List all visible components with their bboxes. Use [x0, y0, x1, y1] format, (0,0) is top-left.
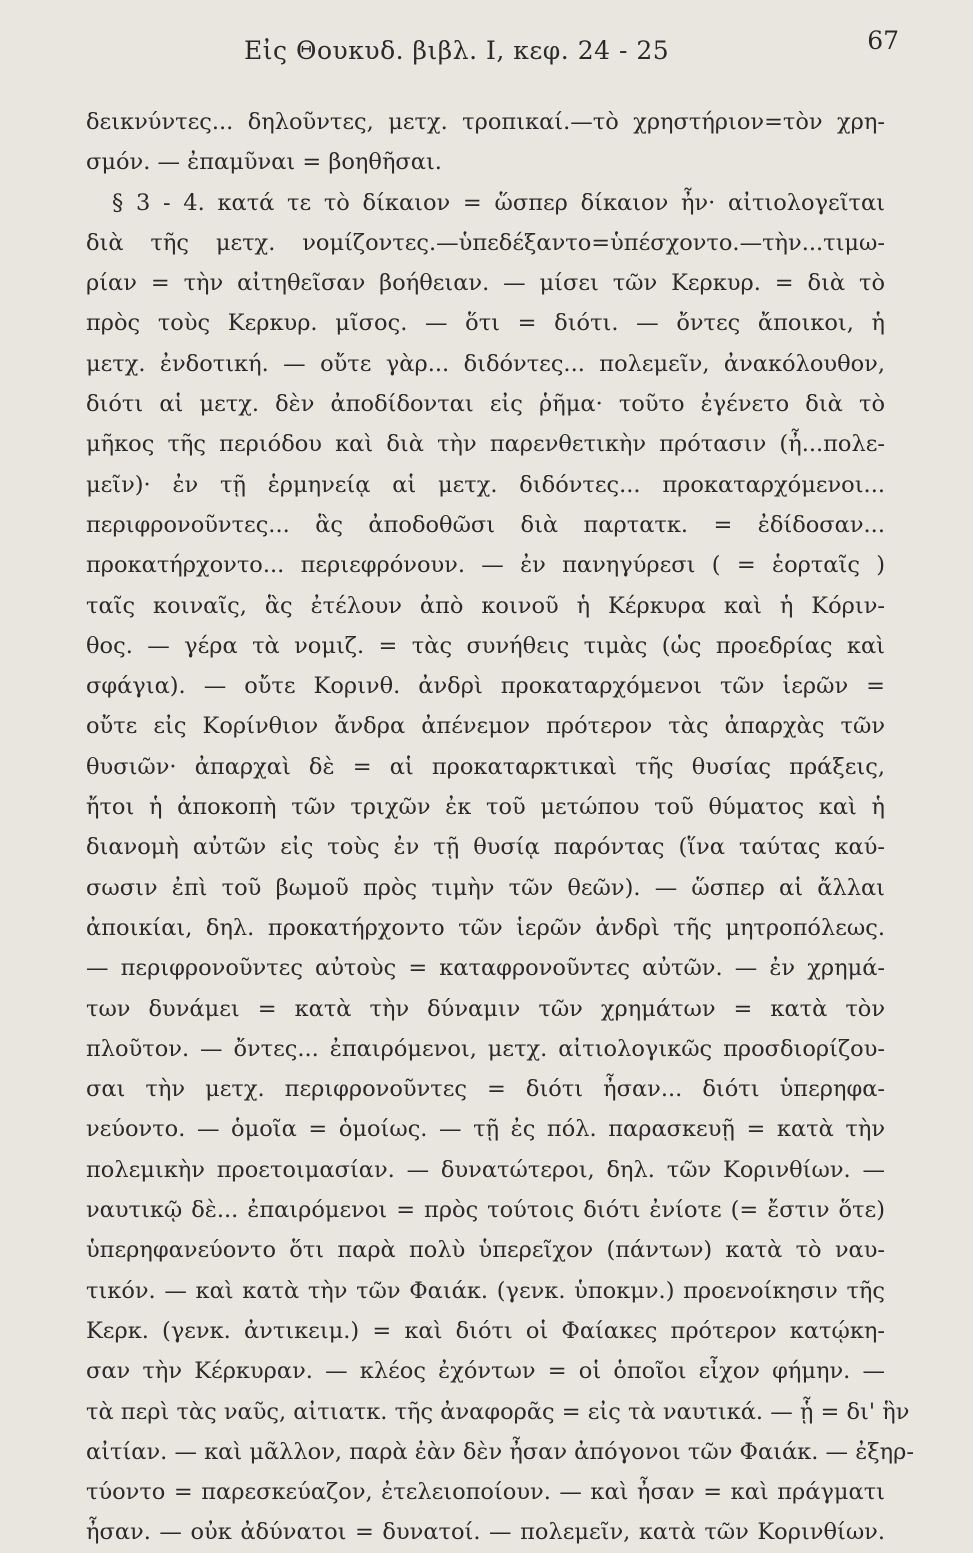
text-line: πλοῦτον. — ὄντες... ἐπαιρόμενοι, μετχ. αἰτιολογικῶς προσδιορίζου- — [86, 1035, 885, 1062]
commentary-text — [86, 102, 914, 1553]
page-number: 67 — [867, 26, 899, 55]
text-line: σωσιν ἐπὶ τοῦ βωμοῦ πρὸς τιμὴν τῶν θεῶν). — ὥσπερ αἱ ἄλλαι — [86, 874, 885, 901]
text-line: μῆκος τῆς περιόδου καὶ διὰ τὴν παρενθετικὴν πρότασιν (ἦ...πολε- — [86, 431, 885, 458]
text-line: ταῖς κοιναῖς, ἃς ἐτέλουν ἀπὸ κοινοῦ ἡ Κέρκυρα καὶ ἡ Κόριν- — [86, 592, 885, 619]
text-line: — περιφρονοῦντες αὐτοὺς = καταφρονοῦντες αὐτῶν. — ἐν χρημά- — [86, 955, 885, 982]
page-header — [86, 22, 899, 80]
text-line: σμόν. — ἐπαμῦναι = βοηθῆσαι. — [86, 149, 442, 176]
text-line: περιφρονοῦντες... ἃς ἀποδοθῶσι διὰ παρτατκ. = ἐδίδοσαν... — [86, 511, 885, 538]
text-line: § 3 - 4. κατά τε τὸ δίκαιον = ὥσπερ δίκαιον ἦν· αἰτιολογεῖται — [112, 189, 885, 216]
text-line: ναυτικῷ δὲ... ἐπαιρόμενοι = πρὸς τούτοις διότι ἐνίοτε (= ἔστιν ὅτε) — [86, 1197, 885, 1224]
text-line: πολεμικὴν προετοιμασίαν. — δυνατώτεροι, δηλ. τῶν Κορινθίων. — — [86, 1156, 885, 1183]
text-line: μεῖν)· ἐν τῇ ἑρμηνείᾳ αἱ μετχ. διδόντες... προκαταρχόμενοι... — [86, 471, 885, 498]
text-line: διὰ τῆς μετχ. νομίζοντες.—ὑπεδέξαντο=ὑπέσχοντο.—τὴν...τιμω- — [86, 229, 885, 256]
text-line: Κερκ. (γενκ. ἀντικειμ.) = καὶ διότι οἱ Φαίακες πρότερον κατῴκη- — [86, 1317, 885, 1344]
text-line: ὑπερηφανεύοντο ὅτι παρὰ πολὺ ὑπερεῖχον (πάντων) κατὰ τὸ ναυ- — [86, 1237, 885, 1264]
text-line: ἀποικίαι, δηλ. προκατήρχοντο τῶν ἱερῶν ἀνδρὶ τῆς μητροπόλεως. — [86, 914, 885, 941]
text-line: ἦσαν. — οὐκ ἀδύνατοι = δυνατοί. — πολεμεῖν, κατὰ τῶν Κορινθίων. — [86, 1519, 885, 1546]
text-line: οὔτε εἰς Κορίνθιον ἄνδρα ἀπένεμον πρότερον τὰς ἀπαρχὰς τῶν — [86, 713, 885, 740]
text-line: πρὸς τοὺς Κερκυρ. μῖσος. — ὅτι = διότι. — ὄντες ἄποικοι, ἡ — [86, 310, 885, 337]
text-line: σφάγια). — οὔτε Κορινθ. ἀνδρὶ προκαταρχόμενοι τῶν ἱερῶν = — [86, 673, 885, 700]
text-line: τικόν. — καὶ κατὰ τὴν τῶν Φαιάκ. (γενκ. ὑποκμν.) προενοίκησιν τῆς — [86, 1277, 885, 1304]
running-head: Εἰς Θουκυδ. βιβλ. Ι, κεφ. 24 - 25 — [244, 36, 670, 65]
text-line: τὰ περὶ τὰς ναῦς, αἰτιατκ. τῆς ἀναφορᾶς = εἰς τὰ ναυτικά. — ᾗ = δι' ἣν — [86, 1398, 910, 1425]
text-line: σαι τὴν μετχ. περιφρονοῦντες = διότι ἦσαν... διότι ὑπερηφα- — [86, 1076, 885, 1103]
text-line: νεύοντο. — ὁμοῖα = ὁμοίως. — τῇ ἐς πόλ. παρασκευῇ = κατὰ τὴν — [86, 1116, 885, 1143]
text-line: των δυνάμει = κατὰ τὴν δύναμιν τῶν χρημάτων = κατὰ τὸν — [86, 995, 885, 1022]
text-line: διανομὴ αὐτῶν εἰς τοὺς ἐν τῇ θυσίᾳ παρόντας (ἵνα ταύτας καύ- — [86, 834, 885, 861]
text-line: σαν τὴν Κέρκυραν. — κλέος ἐχόντων = οἱ ὁποῖοι εἶχον φήμην. — — [86, 1358, 885, 1385]
text-line: μετχ. ἐνδοτική. — οὔτε γὰρ... διδόντες... πολεμεῖν, ἀνακόλουθον, — [86, 350, 885, 377]
text-line: ἤτοι ἡ ἀποκοπὴ τῶν τριχῶν ἐκ τοῦ μετώπου τοῦ θύματος καὶ ἡ — [86, 794, 885, 821]
text-line: προκατήρχοντο... περιεφρόνουν. — ἐν πανηγύρεσι ( = ἑορταῖς ) — [86, 552, 885, 579]
text-line: δεικνύντες... δηλοῦντες, μετχ. τροπικαί.—τὸ χρηστήριον=τὸν χρη- — [86, 109, 885, 135]
text-line: διότι αἱ μετχ. δὲν ἀποδίδονται εἰς ῥῆμα· τοῦτο ἐγένετο διὰ τὸ — [86, 391, 885, 418]
text-line: θος. — γέρα τὰ νομιζ. = τὰς συνήθεις τιμὰς (ὡς προεδρίας καὶ — [86, 632, 885, 659]
text-line: τύοντο = παρεσκεύαζον, ἐτελειοποίουν. — καὶ ἦσαν = καὶ πράγματι — [86, 1479, 885, 1506]
text-line: θυσιῶν· ἀπαρχαὶ δὲ = αἱ προκαταρκτικαὶ τῆς θυσίας πράξεις, — [86, 753, 885, 780]
text-line: ρίαν = τὴν αἰτηθεῖσαν βοήθειαν. — μίσει τῶν Κερκυρ. = διὰ τὸ — [86, 270, 885, 297]
text-line: αἰτίαν. — καὶ μᾶλλον, παρὰ ἐὰν δὲν ἦσαν ἀπόγονοι τῶν Φαιάκ. — ἐξηρ- — [86, 1438, 914, 1465]
